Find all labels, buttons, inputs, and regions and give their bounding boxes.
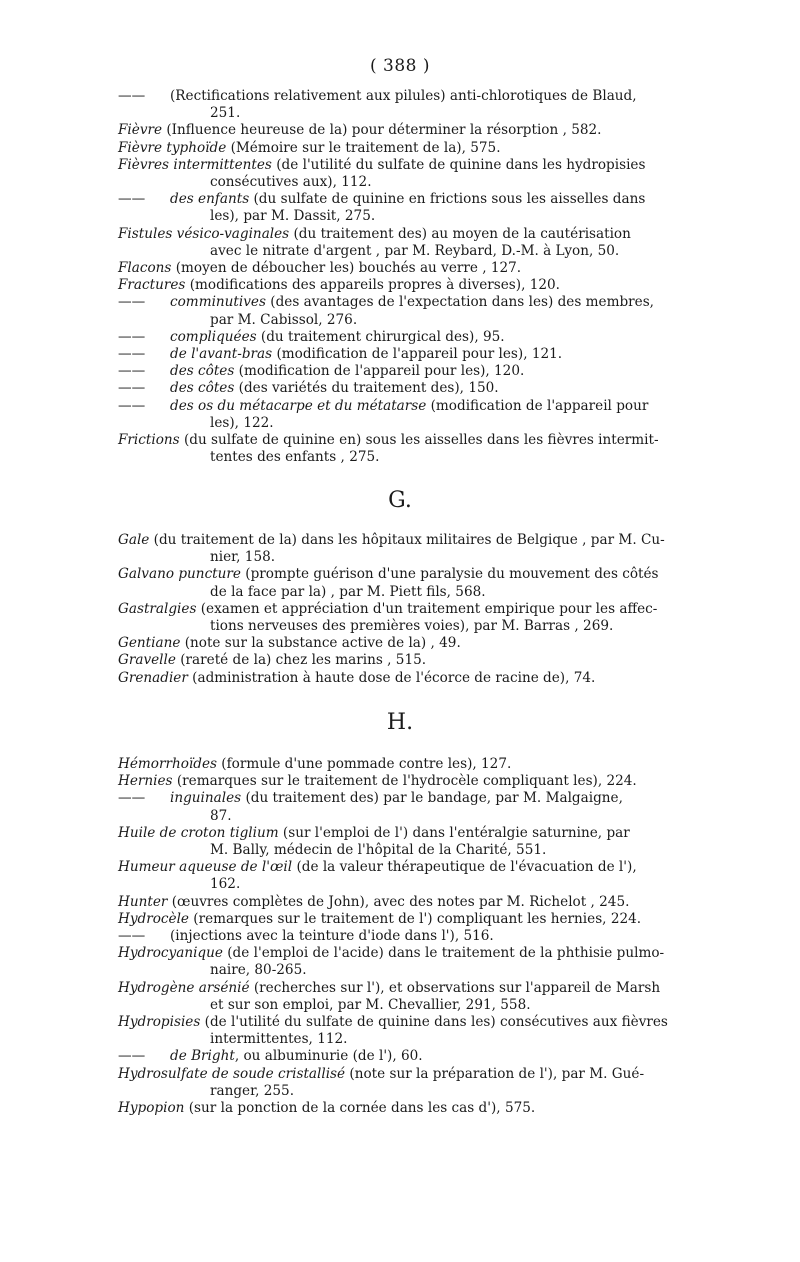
index-description: (des variétés du traitement des), 150.: [234, 380, 499, 397]
index-entry-line: [118, 601, 688, 618]
index-entry-line: [118, 329, 688, 346]
ditto-dash: ——: [118, 397, 146, 414]
index-section-h: [118, 756, 688, 1117]
index-entry: [118, 566, 688, 600]
index-description: , ou albuminurie (de l'), 60.: [234, 1048, 423, 1065]
index-entry: [118, 1048, 688, 1065]
index-entry: [118, 432, 688, 466]
index-term: Galvano puncture: [118, 566, 241, 583]
index-continuation: M. Bally, médecin de l'hôpital de la Charité, 551.: [210, 842, 547, 859]
index-description: (Influence heureuse de la) pour déterminer la résorption , 582.: [162, 122, 602, 139]
index-entry: [118, 1100, 688, 1117]
index-entry: [118, 825, 688, 859]
index-description: (modification de l'appareil pour les), 120.: [234, 363, 525, 380]
index-term: Fièvre typhoïde: [118, 139, 227, 156]
index-description: (modification de l'appareil pour les), 121.: [272, 346, 563, 363]
index-term: compliquées: [170, 328, 257, 345]
index-entry-line: [118, 635, 688, 652]
index-entry: [118, 894, 688, 911]
ditto-dash: ——: [118, 346, 146, 363]
index-entry: [118, 380, 688, 397]
index-description: (modifications des appareils propres à diverses), 120.: [185, 277, 560, 294]
index-description: (de la valeur thérapeutique de l'évacuation de l'),: [292, 859, 637, 876]
index-entry-line: [118, 122, 688, 139]
index-continuation: les), 122.: [210, 414, 274, 431]
index-description: (de l'utilité du sulfate de quinine dans les hydropisies: [271, 156, 646, 173]
index-description: (du traitement chirurgical des), 95.: [256, 328, 505, 345]
index-entry: [118, 346, 688, 363]
index-entry: [118, 329, 688, 346]
index-continuation: ranger, 255.: [210, 1082, 295, 1099]
index-entry-line: [118, 945, 688, 962]
index-description: (note sur la substance active de la) , 49.: [180, 635, 461, 652]
index-entry: [118, 859, 688, 893]
index-term: de Bright: [170, 1048, 235, 1065]
index-entry-line: [118, 911, 688, 928]
index-entry: [118, 790, 688, 824]
index-continuation: 87.: [210, 807, 232, 824]
index-description: (de l'utilité du sulfate de quinine dans les) consécutives aux fièvres: [200, 1014, 668, 1031]
index-term: Hydrocèle: [118, 910, 189, 927]
index-term: Flacons: [118, 260, 172, 277]
index-entry-line: [118, 1100, 688, 1117]
index-entry-line: [118, 380, 688, 397]
index-entry: [118, 945, 688, 979]
index-description: (remarques sur le traitement de l') compliquant les hernies, 224.: [188, 910, 642, 927]
index-description: (de l'emploi de l'acide) dans le traitement de la phthisie pulmo-: [222, 945, 665, 962]
index-term: Huile de croton tiglium: [118, 824, 279, 841]
index-entry-line: [118, 1066, 688, 1083]
index-term: Fièvre: [118, 122, 163, 139]
index-term: Hunter: [118, 893, 168, 910]
index-continuation: nier, 158.: [210, 549, 276, 566]
index-continuation: naire, 80-265.: [210, 962, 307, 979]
index-term: Gale: [118, 532, 150, 548]
index-entry: [118, 122, 688, 139]
index-entry: [118, 277, 688, 294]
index-continuation: 162.: [210, 876, 241, 893]
ditto-dash: ——: [118, 380, 146, 397]
index-description: (recherches sur l'), et observations sur l'appareil de Marsh: [249, 979, 661, 996]
index-description: (du traitement des) au moyen de la cautérisation: [289, 225, 631, 242]
index-term: Hernies: [118, 773, 173, 790]
index-entry-line: [118, 260, 688, 277]
index-term: Gastralgies: [118, 600, 197, 617]
index-entry-line: [118, 226, 688, 243]
index-description: (prompte guérison d'une paralysie du mouvement des côtés: [240, 566, 659, 583]
ditto-dash: ——: [118, 294, 146, 311]
index-description: (injections avec la teinture d'iode dans l'), 516.: [170, 928, 494, 945]
index-entry-line: [118, 88, 688, 105]
index-description: (Mémoire sur le traitement de la), 575.: [226, 139, 501, 156]
index-term: Hydrocyanique: [118, 945, 223, 962]
index-term: Humeur aqueuse de l'œil: [118, 859, 293, 876]
index-continuation: les), par M. Dassit, 275.: [210, 208, 376, 225]
index-continuation: par M. Cabissol, 276.: [210, 311, 358, 328]
index-description: (du traitement des) par le bandage, par M. Malgaigne,: [241, 790, 623, 807]
index-entry: [118, 191, 688, 225]
index-entry-line: [118, 928, 688, 945]
index-entry-line: [118, 277, 688, 294]
index-term: Fièvres intermittentes: [118, 156, 272, 173]
index-entry: [118, 652, 688, 669]
index-term: Fistules vésico-vaginales: [118, 225, 290, 242]
index-entry: [118, 363, 688, 380]
index-entry-line: [118, 670, 688, 687]
section-letter-h: H.: [386, 710, 414, 735]
page-number: ( 388 ): [369, 56, 431, 76]
index-entry-line: [118, 756, 688, 773]
index-entry-line: [118, 894, 688, 911]
index-entry-line: [118, 980, 688, 997]
index-term: inguinales: [170, 790, 242, 807]
index-continuation: avec le nitrate d'argent , par M. Reybard, D.-M. à Lyon, 50.: [210, 242, 620, 259]
index-section-f: [118, 88, 688, 466]
index-term: Hypopion: [118, 1100, 185, 1117]
index-entry-line: [118, 398, 688, 415]
index-term: Grenadier: [118, 669, 188, 686]
index-term: Fractures: [118, 277, 186, 294]
index-description: (remarques sur le traitement de l'hydrocèle compliquant les), 224.: [172, 773, 637, 790]
index-description: (des avantages de l'expectation dans les) des membres,: [265, 294, 654, 311]
index-term: comminutives: [170, 294, 266, 311]
section-letter-g: G.: [388, 488, 412, 513]
index-entry: [118, 1066, 688, 1100]
index-term: des côtes: [170, 363, 235, 380]
index-description: (examen et appréciation d'un traitement empirique pour les affec-: [196, 600, 658, 617]
index-entry: [118, 532, 688, 566]
index-entry: [118, 601, 688, 635]
index-entry-line: [118, 363, 688, 380]
index-term: Hydrogène arsénié: [118, 979, 250, 996]
index-continuation: intermittentes, 112.: [210, 1031, 348, 1048]
index-entry: [118, 260, 688, 277]
index-term: Gentiane: [118, 635, 181, 652]
index-entry-line: [118, 790, 688, 807]
index-description: (du sulfate de quinine en) sous les aisselles dans les fièvres intermit-: [179, 432, 659, 449]
index-entry: [118, 670, 688, 687]
index-entry: [118, 398, 688, 432]
index-entry: [118, 756, 688, 773]
index-description: (Rectifications relativement aux pilules) anti-chlorotiques de Blaud,: [170, 88, 637, 104]
index-entry: [118, 980, 688, 1014]
index-continuation: 251.: [210, 105, 241, 122]
index-term: Frictions: [118, 432, 180, 449]
index-description: (modification de l'appareil pour: [426, 397, 649, 414]
ditto-dash: ——: [118, 191, 146, 208]
ditto-dash: ——: [118, 790, 146, 807]
index-term: des enfants: [170, 191, 250, 208]
index-entry-line: [118, 652, 688, 669]
ditto-dash: ——: [118, 928, 146, 945]
index-entry: [118, 928, 688, 945]
index-entry: [118, 773, 688, 790]
index-term: Hydropisies: [118, 1014, 201, 1031]
index-term: des os du métacarpe et du métatarse: [170, 397, 427, 414]
index-description: (formule d'une pommade contre les), 127.: [216, 756, 512, 772]
index-entry: [118, 294, 688, 328]
index-term: Hydrosulfate de soude cristallisé: [118, 1065, 346, 1082]
index-description: (sur l'emploi de l') dans l'entéralgie saturnine, par: [278, 824, 630, 841]
index-entry: [118, 635, 688, 652]
index-entry-line: [118, 773, 688, 790]
index-continuation: tions nerveuses des premières voies), par M. Barras , 269.: [210, 618, 614, 635]
index-description: (rareté de la) chez les marins , 515.: [175, 652, 427, 669]
index-continuation: consécutives aux), 112.: [210, 174, 372, 191]
index-entry-line: [118, 1048, 688, 1065]
index-entry-line: [118, 140, 688, 157]
index-entry: [118, 226, 688, 260]
ditto-dash: ——: [118, 1048, 146, 1065]
index-entry: [118, 140, 688, 157]
index-description: (moyen de déboucher les) bouchés au verre , 127.: [171, 260, 522, 277]
ditto-dash: ——: [118, 363, 146, 380]
index-entry-line: [118, 346, 688, 363]
index-section-g: [118, 532, 688, 687]
index-entry-line: [118, 191, 688, 208]
index-entry: [118, 1014, 688, 1048]
index-description: (sur la ponction de la cornée dans les cas d'), 575.: [184, 1100, 536, 1117]
index-term: de l'avant-bras: [170, 346, 273, 363]
index-description: (du traitement de la) dans les hôpitaux militaires de Belgique , par M. Cu-: [149, 532, 665, 548]
ditto-dash: ——: [118, 328, 146, 345]
index-term: des côtes: [170, 380, 235, 397]
index-term: Gravelle: [118, 652, 176, 669]
index-continuation: tentes des enfants , 275.: [210, 449, 380, 466]
index-description: (note sur la préparation de l'), par M. Gué-: [345, 1065, 645, 1082]
index-continuation: et sur son emploi, par M. Chevallier, 291, 558.: [210, 996, 531, 1013]
index-entry-line: [118, 157, 688, 174]
index-entry-line: [118, 566, 688, 583]
index-entry-line: [118, 532, 688, 549]
index-entry-line: [118, 432, 688, 449]
index-entry-line: [118, 294, 688, 311]
index-description: (du sulfate de quinine en frictions sous les aisselles dans: [249, 191, 646, 208]
index-term: Hémorrhoïdes: [118, 756, 217, 772]
index-entry: [118, 157, 688, 191]
index-entry: [118, 88, 688, 122]
index-entry-line: [118, 859, 688, 876]
index-entry: [118, 911, 688, 928]
index-continuation: de la face par la) , par M. Piett fils, 568.: [210, 583, 486, 600]
index-description: (œuvres complètes de John), avec des notes par M. Richelot , 245.: [167, 893, 630, 910]
index-description: (administration à haute dose de l'écorce de racine de), 74.: [187, 669, 596, 686]
index-entry-line: [118, 825, 688, 842]
ditto-dash: ——: [118, 88, 146, 104]
index-entry-line: [118, 1014, 688, 1031]
